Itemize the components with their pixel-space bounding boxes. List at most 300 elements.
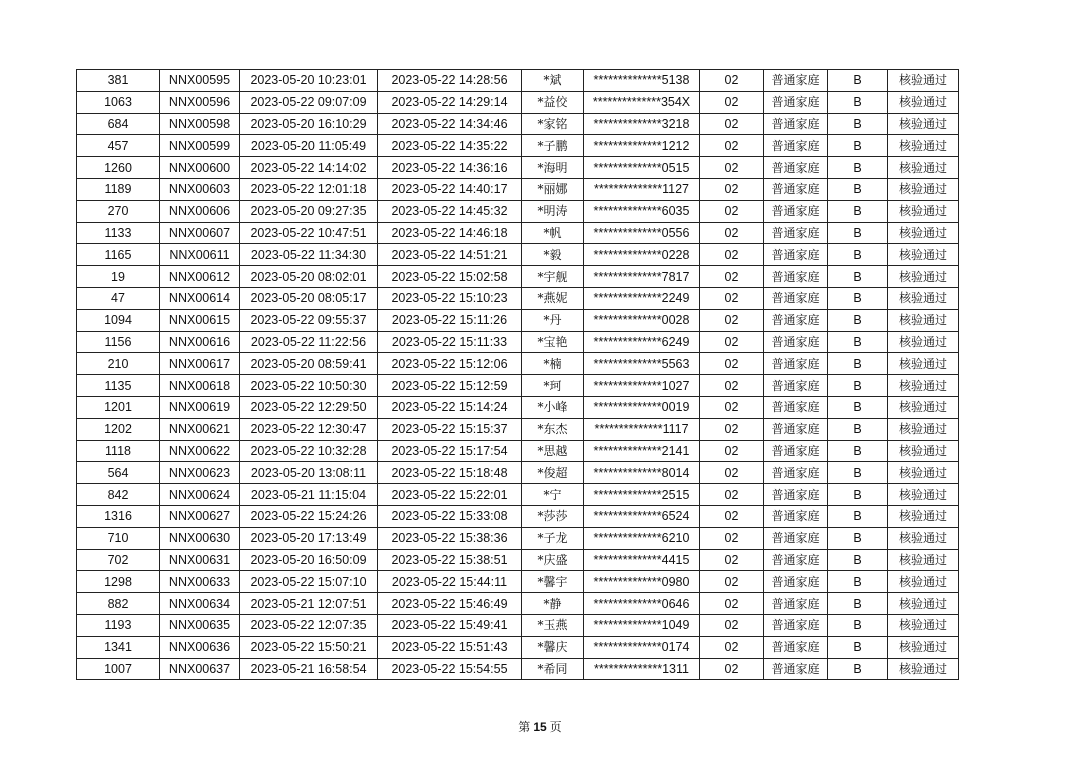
name-cell: *燕妮	[522, 287, 584, 309]
name-cell: *思越	[522, 440, 584, 462]
code-cell: NNX00637	[160, 658, 240, 680]
submit-time-cell: 2023-05-20 08:05:17	[240, 287, 378, 309]
category-cell: 普通家庭	[764, 549, 828, 571]
review-time-cell: 2023-05-22 14:46:18	[378, 222, 522, 244]
grade-cell: B	[828, 484, 888, 506]
id-number-cell: **************7817	[584, 266, 700, 288]
review-time-cell: 2023-05-22 15:54:55	[378, 658, 522, 680]
table-row	[77, 505, 959, 527]
id-number-cell: **************6035	[584, 200, 700, 222]
code-cell: NNX00612	[160, 266, 240, 288]
id-number-cell: **************5563	[584, 353, 700, 375]
status-cell: 核验通过	[888, 571, 959, 593]
seq-cell: 1133	[77, 222, 160, 244]
name-cell: *丽娜	[522, 178, 584, 200]
grade-cell: B	[828, 658, 888, 680]
table-row	[77, 200, 959, 222]
name-cell: *希同	[522, 658, 584, 680]
name-cell: *宝艳	[522, 331, 584, 353]
id-number-cell: **************354X	[584, 91, 700, 113]
category-cell: 普通家庭	[764, 614, 828, 636]
seq-cell: 1202	[77, 418, 160, 440]
code-cell: NNX00624	[160, 484, 240, 506]
grade-cell: B	[828, 593, 888, 615]
code-cell: NNX00617	[160, 353, 240, 375]
review-time-cell: 2023-05-22 14:29:14	[378, 91, 522, 113]
code-cell: NNX00603	[160, 178, 240, 200]
category-cell: 普通家庭	[764, 244, 828, 266]
table-body	[77, 70, 959, 680]
type-code-cell: 02	[700, 440, 764, 462]
status-cell: 核验通过	[888, 178, 959, 200]
code-cell: NNX00619	[160, 396, 240, 418]
name-cell: *益佼	[522, 91, 584, 113]
category-cell: 普通家庭	[764, 266, 828, 288]
type-code-cell: 02	[700, 222, 764, 244]
id-number-cell: **************1127	[584, 178, 700, 200]
seq-cell: 1007	[77, 658, 160, 680]
type-code-cell: 02	[700, 331, 764, 353]
name-cell: *子鹏	[522, 135, 584, 157]
grade-cell: B	[828, 113, 888, 135]
name-cell: *帆	[522, 222, 584, 244]
grade-cell: B	[828, 353, 888, 375]
id-number-cell: **************6524	[584, 505, 700, 527]
name-cell: *小峰	[522, 396, 584, 418]
seq-cell: 1094	[77, 309, 160, 331]
type-code-cell: 02	[700, 375, 764, 397]
page-number: 15	[533, 720, 547, 734]
grade-cell: B	[828, 462, 888, 484]
name-cell: *斌	[522, 70, 584, 92]
submit-time-cell: 2023-05-22 14:14:02	[240, 157, 378, 179]
seq-cell: 1298	[77, 571, 160, 593]
status-cell: 核验通过	[888, 200, 959, 222]
grade-cell: B	[828, 222, 888, 244]
status-cell: 核验通过	[888, 287, 959, 309]
type-code-cell: 02	[700, 266, 764, 288]
status-cell: 核验通过	[888, 614, 959, 636]
seq-cell: 1118	[77, 440, 160, 462]
seq-cell: 1063	[77, 91, 160, 113]
name-cell: *俊超	[522, 462, 584, 484]
status-cell: 核验通过	[888, 331, 959, 353]
table-row	[77, 396, 959, 418]
status-cell: 核验通过	[888, 593, 959, 615]
review-time-cell: 2023-05-22 15:38:36	[378, 527, 522, 549]
type-code-cell: 02	[700, 178, 764, 200]
category-cell: 普通家庭	[764, 484, 828, 506]
id-number-cell: **************2141	[584, 440, 700, 462]
category-cell: 普通家庭	[764, 396, 828, 418]
seq-cell: 270	[77, 200, 160, 222]
code-cell: NNX00596	[160, 91, 240, 113]
code-cell: NNX00616	[160, 331, 240, 353]
code-cell: NNX00600	[160, 157, 240, 179]
page-footer	[0, 718, 1080, 735]
submit-time-cell: 2023-05-22 09:07:09	[240, 91, 378, 113]
seq-cell: 1189	[77, 178, 160, 200]
category-cell: 普通家庭	[764, 527, 828, 549]
category-cell: 普通家庭	[764, 636, 828, 658]
id-number-cell: **************0174	[584, 636, 700, 658]
code-cell: NNX00633	[160, 571, 240, 593]
table-row	[77, 462, 959, 484]
status-cell: 核验通过	[888, 244, 959, 266]
type-code-cell: 02	[700, 658, 764, 680]
seq-cell: 710	[77, 527, 160, 549]
grade-cell: B	[828, 287, 888, 309]
code-cell: NNX00630	[160, 527, 240, 549]
id-number-cell: **************6210	[584, 527, 700, 549]
code-cell: NNX00606	[160, 200, 240, 222]
submit-time-cell: 2023-05-22 15:07:10	[240, 571, 378, 593]
records-table	[76, 69, 959, 680]
submit-time-cell: 2023-05-22 15:24:26	[240, 505, 378, 527]
name-cell: *玉燕	[522, 614, 584, 636]
grade-cell: B	[828, 549, 888, 571]
review-time-cell: 2023-05-22 15:12:59	[378, 375, 522, 397]
type-code-cell: 02	[700, 353, 764, 375]
status-cell: 核验通过	[888, 462, 959, 484]
submit-time-cell: 2023-05-22 11:22:56	[240, 331, 378, 353]
review-time-cell: 2023-05-22 15:51:43	[378, 636, 522, 658]
review-time-cell: 2023-05-22 15:10:23	[378, 287, 522, 309]
type-code-cell: 02	[700, 549, 764, 571]
id-number-cell: **************1212	[584, 135, 700, 157]
submit-time-cell: 2023-05-22 09:55:37	[240, 309, 378, 331]
status-cell: 核验通过	[888, 157, 959, 179]
status-cell: 核验通过	[888, 484, 959, 506]
submit-time-cell: 2023-05-22 12:29:50	[240, 396, 378, 418]
grade-cell: B	[828, 636, 888, 658]
review-time-cell: 2023-05-22 15:11:26	[378, 309, 522, 331]
code-cell: NNX00615	[160, 309, 240, 331]
review-time-cell: 2023-05-22 15:18:48	[378, 462, 522, 484]
type-code-cell: 02	[700, 462, 764, 484]
type-code-cell: 02	[700, 396, 764, 418]
grade-cell: B	[828, 614, 888, 636]
table-row	[77, 70, 959, 92]
grade-cell: B	[828, 375, 888, 397]
submit-time-cell: 2023-05-20 16:10:29	[240, 113, 378, 135]
id-number-cell: **************1049	[584, 614, 700, 636]
review-time-cell: 2023-05-22 14:40:17	[378, 178, 522, 200]
seq-cell: 1260	[77, 157, 160, 179]
category-cell: 普通家庭	[764, 135, 828, 157]
table-row	[77, 636, 959, 658]
seq-cell: 47	[77, 287, 160, 309]
grade-cell: B	[828, 331, 888, 353]
submit-time-cell: 2023-05-22 10:50:30	[240, 375, 378, 397]
name-cell: *楠	[522, 353, 584, 375]
grade-cell: B	[828, 135, 888, 157]
review-time-cell: 2023-05-22 15:02:58	[378, 266, 522, 288]
submit-time-cell: 2023-05-22 12:07:35	[240, 614, 378, 636]
category-cell: 普通家庭	[764, 418, 828, 440]
status-cell: 核验通过	[888, 266, 959, 288]
code-cell: NNX00598	[160, 113, 240, 135]
submit-time-cell: 2023-05-20 09:27:35	[240, 200, 378, 222]
type-code-cell: 02	[700, 91, 764, 113]
category-cell: 普通家庭	[764, 200, 828, 222]
name-cell: *宇舰	[522, 266, 584, 288]
grade-cell: B	[828, 527, 888, 549]
category-cell: 普通家庭	[764, 222, 828, 244]
seq-cell: 564	[77, 462, 160, 484]
seq-cell: 1341	[77, 636, 160, 658]
seq-cell: 381	[77, 70, 160, 92]
review-time-cell: 2023-05-22 15:38:51	[378, 549, 522, 571]
table-row	[77, 91, 959, 113]
name-cell: *子龙	[522, 527, 584, 549]
id-number-cell: **************0019	[584, 396, 700, 418]
seq-cell: 882	[77, 593, 160, 615]
table-row	[77, 309, 959, 331]
submit-time-cell: 2023-05-22 11:34:30	[240, 244, 378, 266]
seq-cell: 210	[77, 353, 160, 375]
table-row	[77, 331, 959, 353]
type-code-cell: 02	[700, 418, 764, 440]
category-cell: 普通家庭	[764, 309, 828, 331]
seq-cell: 702	[77, 549, 160, 571]
table-row	[77, 353, 959, 375]
status-cell: 核验通过	[888, 440, 959, 462]
status-cell: 核验通过	[888, 396, 959, 418]
review-time-cell: 2023-05-22 15:12:06	[378, 353, 522, 375]
category-cell: 普通家庭	[764, 462, 828, 484]
type-code-cell: 02	[700, 287, 764, 309]
id-number-cell: **************2249	[584, 287, 700, 309]
grade-cell: B	[828, 571, 888, 593]
code-cell: NNX00631	[160, 549, 240, 571]
status-cell: 核验通过	[888, 113, 959, 135]
type-code-cell: 02	[700, 135, 764, 157]
name-cell: *馨庆	[522, 636, 584, 658]
review-time-cell: 2023-05-22 14:51:21	[378, 244, 522, 266]
category-cell: 普通家庭	[764, 505, 828, 527]
id-number-cell: **************0980	[584, 571, 700, 593]
code-cell: NNX00621	[160, 418, 240, 440]
category-cell: 普通家庭	[764, 178, 828, 200]
grade-cell: B	[828, 178, 888, 200]
grade-cell: B	[828, 505, 888, 527]
code-cell: NNX00599	[160, 135, 240, 157]
name-cell: *毅	[522, 244, 584, 266]
status-cell: 核验通过	[888, 91, 959, 113]
seq-cell: 1193	[77, 614, 160, 636]
review-time-cell: 2023-05-22 15:17:54	[378, 440, 522, 462]
seq-cell: 457	[77, 135, 160, 157]
review-time-cell: 2023-05-22 14:28:56	[378, 70, 522, 92]
review-time-cell: 2023-05-22 15:44:11	[378, 571, 522, 593]
grade-cell: B	[828, 244, 888, 266]
submit-time-cell: 2023-05-22 12:01:18	[240, 178, 378, 200]
table-row	[77, 222, 959, 244]
grade-cell: B	[828, 309, 888, 331]
status-cell: 核验通过	[888, 353, 959, 375]
submit-time-cell: 2023-05-22 10:47:51	[240, 222, 378, 244]
review-time-cell: 2023-05-22 15:14:24	[378, 396, 522, 418]
code-cell: NNX00618	[160, 375, 240, 397]
code-cell: NNX00634	[160, 593, 240, 615]
table-row	[77, 658, 959, 680]
name-cell: *庆盛	[522, 549, 584, 571]
submit-time-cell: 2023-05-20 10:23:01	[240, 70, 378, 92]
seq-cell: 842	[77, 484, 160, 506]
submit-time-cell: 2023-05-22 12:30:47	[240, 418, 378, 440]
name-cell: *珂	[522, 375, 584, 397]
name-cell: *家铭	[522, 113, 584, 135]
status-cell: 核验通过	[888, 549, 959, 571]
submit-time-cell: 2023-05-20 17:13:49	[240, 527, 378, 549]
table-row	[77, 157, 959, 179]
status-cell: 核验通过	[888, 222, 959, 244]
grade-cell: B	[828, 266, 888, 288]
seq-cell: 1156	[77, 331, 160, 353]
category-cell: 普通家庭	[764, 91, 828, 113]
type-code-cell: 02	[700, 484, 764, 506]
status-cell: 核验通过	[888, 309, 959, 331]
grade-cell: B	[828, 157, 888, 179]
submit-time-cell: 2023-05-21 16:58:54	[240, 658, 378, 680]
submit-time-cell: 2023-05-20 13:08:11	[240, 462, 378, 484]
submit-time-cell: 2023-05-21 12:07:51	[240, 593, 378, 615]
page-suffix: 页	[549, 720, 562, 734]
id-number-cell: **************1027	[584, 375, 700, 397]
table-row	[77, 266, 959, 288]
status-cell: 核验通过	[888, 135, 959, 157]
category-cell: 普通家庭	[764, 157, 828, 179]
review-time-cell: 2023-05-22 15:15:37	[378, 418, 522, 440]
review-time-cell: 2023-05-22 15:49:41	[378, 614, 522, 636]
grade-cell: B	[828, 418, 888, 440]
name-cell: *东杰	[522, 418, 584, 440]
type-code-cell: 02	[700, 636, 764, 658]
table-row	[77, 418, 959, 440]
code-cell: NNX00636	[160, 636, 240, 658]
table-row	[77, 375, 959, 397]
table-row	[77, 549, 959, 571]
category-cell: 普通家庭	[764, 287, 828, 309]
page-prefix: 第	[518, 720, 531, 734]
submit-time-cell: 2023-05-20 08:59:41	[240, 353, 378, 375]
table-row	[77, 113, 959, 135]
name-cell: *明涛	[522, 200, 584, 222]
table-row	[77, 571, 959, 593]
category-cell: 普通家庭	[764, 331, 828, 353]
type-code-cell: 02	[700, 571, 764, 593]
category-cell: 普通家庭	[764, 375, 828, 397]
submit-time-cell: 2023-05-22 15:50:21	[240, 636, 378, 658]
category-cell: 普通家庭	[764, 571, 828, 593]
id-number-cell: **************8014	[584, 462, 700, 484]
seq-cell: 1135	[77, 375, 160, 397]
review-time-cell: 2023-05-22 14:35:22	[378, 135, 522, 157]
code-cell: NNX00611	[160, 244, 240, 266]
type-code-cell: 02	[700, 113, 764, 135]
code-cell: NNX00627	[160, 505, 240, 527]
table-row	[77, 527, 959, 549]
review-time-cell: 2023-05-22 15:22:01	[378, 484, 522, 506]
table-row	[77, 287, 959, 309]
status-cell: 核验通过	[888, 527, 959, 549]
table-row	[77, 178, 959, 200]
id-number-cell: **************0646	[584, 593, 700, 615]
type-code-cell: 02	[700, 614, 764, 636]
name-cell: *宁	[522, 484, 584, 506]
code-cell: NNX00623	[160, 462, 240, 484]
submit-time-cell: 2023-05-20 11:05:49	[240, 135, 378, 157]
type-code-cell: 02	[700, 593, 764, 615]
category-cell: 普通家庭	[764, 70, 828, 92]
id-number-cell: **************0028	[584, 309, 700, 331]
name-cell: *丹	[522, 309, 584, 331]
seq-cell: 684	[77, 113, 160, 135]
seq-cell: 1316	[77, 505, 160, 527]
submit-time-cell: 2023-05-21 11:15:04	[240, 484, 378, 506]
type-code-cell: 02	[700, 200, 764, 222]
category-cell: 普通家庭	[764, 593, 828, 615]
name-cell: *静	[522, 593, 584, 615]
category-cell: 普通家庭	[764, 353, 828, 375]
name-cell: *莎莎	[522, 505, 584, 527]
type-code-cell: 02	[700, 505, 764, 527]
id-number-cell: **************0515	[584, 157, 700, 179]
submit-time-cell: 2023-05-20 16:50:09	[240, 549, 378, 571]
submit-time-cell: 2023-05-20 08:02:01	[240, 266, 378, 288]
category-cell: 普通家庭	[764, 113, 828, 135]
type-code-cell: 02	[700, 309, 764, 331]
seq-cell: 1165	[77, 244, 160, 266]
type-code-cell: 02	[700, 244, 764, 266]
code-cell: NNX00635	[160, 614, 240, 636]
id-number-cell: **************4415	[584, 549, 700, 571]
status-cell: 核验通过	[888, 70, 959, 92]
review-time-cell: 2023-05-22 14:34:46	[378, 113, 522, 135]
id-number-cell: **************5138	[584, 70, 700, 92]
table-row	[77, 484, 959, 506]
id-number-cell: **************0556	[584, 222, 700, 244]
id-number-cell: **************1311	[584, 658, 700, 680]
id-number-cell: **************6249	[584, 331, 700, 353]
seq-cell: 1201	[77, 396, 160, 418]
code-cell: NNX00622	[160, 440, 240, 462]
table-row	[77, 244, 959, 266]
category-cell: 普通家庭	[764, 440, 828, 462]
review-time-cell: 2023-05-22 14:36:16	[378, 157, 522, 179]
seq-cell: 19	[77, 266, 160, 288]
id-number-cell: **************1117	[584, 418, 700, 440]
table-row	[77, 593, 959, 615]
review-time-cell: 2023-05-22 15:11:33	[378, 331, 522, 353]
table-row	[77, 614, 959, 636]
grade-cell: B	[828, 200, 888, 222]
id-number-cell: **************2515	[584, 484, 700, 506]
review-time-cell: 2023-05-22 15:46:49	[378, 593, 522, 615]
code-cell: NNX00614	[160, 287, 240, 309]
type-code-cell: 02	[700, 70, 764, 92]
category-cell: 普通家庭	[764, 658, 828, 680]
grade-cell: B	[828, 440, 888, 462]
status-cell: 核验通过	[888, 375, 959, 397]
name-cell: *馨宇	[522, 571, 584, 593]
submit-time-cell: 2023-05-22 10:32:28	[240, 440, 378, 462]
code-cell: NNX00595	[160, 70, 240, 92]
status-cell: 核验通过	[888, 658, 959, 680]
review-time-cell: 2023-05-22 14:45:32	[378, 200, 522, 222]
status-cell: 核验通过	[888, 636, 959, 658]
